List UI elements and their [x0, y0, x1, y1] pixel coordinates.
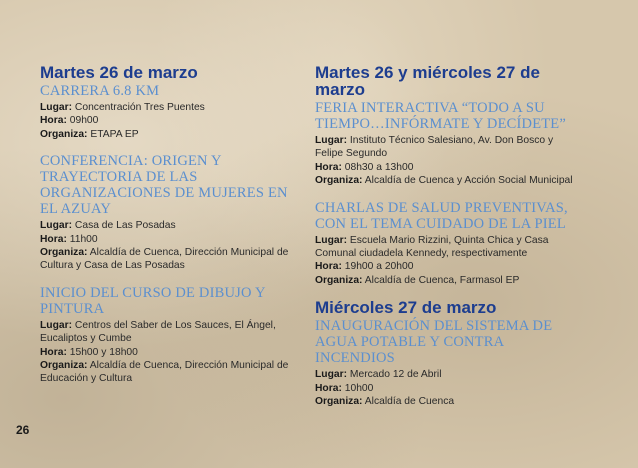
- detail-label: Lugar:: [40, 102, 73, 113]
- event-detail: [315, 368, 577, 381]
- detail-value: 08h30 a 13h00: [341, 161, 414, 173]
- event-detail: [40, 128, 290, 141]
- detail-value: 11h00: [66, 233, 98, 245]
- event: [40, 285, 290, 386]
- detail-value: Alcaldía de Cuenca, Dirección Municipal de Educación y Cultura: [40, 360, 289, 385]
- event-title: CONFERENCIA: ORIGEN Y TRAYECTORIA DE LAS ORGANIZACIONES DE MUJERES EN EL AZUAY: [40, 153, 288, 218]
- detail-label: Organiza:: [315, 175, 363, 187]
- event: [40, 153, 290, 273]
- detail-value: 19h00 a 20h00: [341, 261, 414, 273]
- detail-label: Hora:: [40, 346, 67, 358]
- event-title: FERIA INTERACTIVA “TODO A SU TIEMPO…INFÓRMATE Y DECÍDETE”: [315, 100, 567, 132]
- event-title: INICIO DEL CURSO DE DIBUJO Y PINTURA: [40, 284, 266, 317]
- event-detail: [315, 274, 577, 287]
- detail-value: Instituto Técnico Salesiano, Av. Don Bosco y Felipe Segundo: [315, 135, 554, 160]
- event-detail: [315, 395, 577, 408]
- event: [315, 318, 577, 408]
- event: [315, 200, 577, 288]
- detail-value: Centros del Saber de Los Sauces, El Ángel, Eucaliptos y Cumbe: [40, 319, 276, 345]
- detail-value: Alcaldía de Cuenca: [362, 396, 455, 408]
- day-heading: Miércoles 27 de marzo: [315, 298, 497, 318]
- event-detail: [40, 233, 290, 246]
- event-detail: [315, 382, 577, 395]
- event: [315, 100, 577, 188]
- detail-value: 09h00: [66, 115, 99, 127]
- left-column: [40, 64, 290, 398]
- detail-label: Lugar:: [40, 220, 73, 232]
- detail-label: Organiza:: [40, 247, 88, 259]
- day-heading: Martes 26 de marzo: [40, 63, 198, 82]
- detail-label: Lugar:: [315, 234, 348, 246]
- detail-label: Organiza:: [40, 360, 88, 372]
- detail-label: Hora:: [315, 261, 342, 273]
- event-detail: [40, 346, 290, 359]
- event-title: INAUGURACIÓN DEL SISTEMA DE AGUA POTABLE Y CONTRA INCENDIOS: [315, 318, 553, 367]
- detail-label: Organiza:: [40, 128, 88, 140]
- event-detail: [40, 359, 290, 386]
- day-heading: Martes 26 y miércoles 27 de marzo: [315, 63, 540, 99]
- event-detail: [40, 246, 290, 273]
- detail-label: Hora:: [315, 161, 342, 173]
- detail-label: Hora:: [40, 115, 67, 127]
- event-detail: [315, 174, 577, 187]
- event-detail: [315, 134, 577, 161]
- detail-label: Organiza:: [315, 274, 363, 286]
- detail-label: Lugar:: [315, 369, 348, 381]
- detail-value: ETAPA EP: [87, 128, 139, 140]
- event-detail: [40, 101, 290, 114]
- detail-label: Hora:: [315, 382, 342, 394]
- event-detail: [40, 319, 290, 346]
- event-detail: [40, 219, 290, 232]
- detail-value: Escuela Mario Rizzini, Quinta Chica y Casa Comunal ciudadela Kennedy, respectivamente: [315, 234, 549, 260]
- detail-value: 15h00 y 18h00: [66, 346, 138, 358]
- detail-label: Lugar:: [315, 135, 348, 146]
- event-detail: [315, 234, 577, 261]
- detail-value: Casa de Las Posadas: [72, 220, 176, 232]
- detail-value: Concentración Tres Puentes: [72, 102, 205, 113]
- detail-label: Lugar:: [40, 319, 73, 331]
- detail-value: Alcaldía de Cuenca, Farmasol EP: [362, 274, 520, 286]
- detail-value: Alcaldía de Cuenca, Dirección Municipal de Cultura y Casa de Las Posadas: [40, 247, 289, 272]
- event-detail: [40, 114, 290, 127]
- right-column: [315, 64, 577, 420]
- detail-value: Mercado 12 de Abril: [347, 369, 442, 381]
- page-number: 26: [16, 423, 30, 437]
- detail-value: 10h00: [341, 382, 374, 394]
- detail-value: Alcaldía de Cuenca y Acción Social Municipal: [362, 175, 573, 187]
- event-detail: [315, 161, 577, 174]
- detail-label: Hora:: [40, 233, 67, 245]
- event-title: CARRERA 6.8 KM: [40, 83, 160, 99]
- event-title: CHARLAS DE SALUD PREVENTIVAS, CON EL TEMA CUIDADO DE LA PIEL: [315, 199, 568, 232]
- detail-label: Organiza:: [315, 396, 363, 408]
- event: [40, 83, 290, 141]
- event-detail: [315, 260, 577, 273]
